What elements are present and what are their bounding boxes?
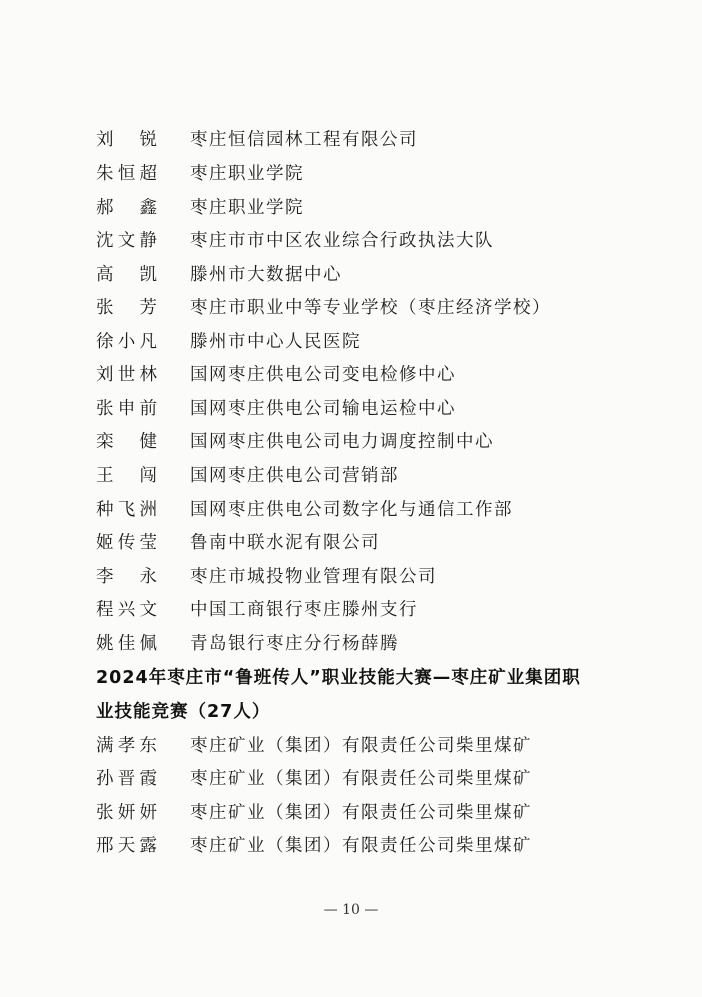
organization: 枣庄市市中区农业综合行政执法大队: [190, 231, 494, 251]
person-name: 高 凯: [96, 265, 158, 285]
organization: 国网枣庄供电公司电力调度控制中心: [190, 432, 494, 452]
list-item: [0, 191, 702, 225]
organization: 枣庄矿业（集团）有限责任公司柴里煤矿: [190, 769, 532, 789]
organization: 枣庄矿业（集团）有限责任公司柴里煤矿: [190, 736, 532, 756]
organization: 枣庄矿业（集团）有限责任公司柴里煤矿: [190, 836, 532, 856]
person-name: 姬传莹: [96, 533, 158, 553]
list-item: [0, 325, 702, 359]
list-item: [0, 493, 702, 527]
organization: 青岛银行枣庄分行杨薛腾: [190, 634, 399, 654]
organization: 枣庄市职业中等专业学校（枣庄经济学校）: [190, 298, 551, 318]
organization: 枣庄恒信园林工程有限公司: [190, 130, 418, 150]
list-item: [0, 392, 702, 426]
organization: 滕州市大数据中心: [190, 265, 342, 285]
list-item: [0, 560, 702, 594]
list-item: [0, 627, 702, 661]
person-name: 张申前: [96, 399, 158, 419]
list-item: [0, 291, 702, 325]
organization: 枣庄市城投物业管理有限公司: [190, 567, 437, 587]
organization: 滕州市中心人民医院: [190, 332, 361, 352]
list-item: [0, 224, 702, 258]
organization: 国网枣庄供电公司变电检修中心: [190, 365, 456, 385]
list-item: [0, 157, 702, 191]
section-heading-line-2: 业技能竞赛（27人）: [96, 702, 271, 722]
list-item: [0, 829, 702, 863]
organization: 鲁南中联水泥有限公司: [190, 533, 380, 553]
person-name: 张妍妍: [96, 803, 158, 823]
list-item: [0, 459, 702, 493]
list-item: [0, 123, 702, 157]
list-item: [0, 762, 702, 796]
person-name: 栾 健: [96, 432, 158, 452]
person-name: 邢天露: [96, 836, 158, 856]
section-heading-line-1: 2024年枣庄市“鲁班传人”职业技能大赛—枣庄矿业集团职: [96, 668, 581, 688]
person-name: 孙晋霞: [96, 769, 158, 789]
organization: 国网枣庄供电公司营销部: [190, 466, 399, 486]
person-name: 姚佳佩: [96, 634, 158, 654]
organization: 枣庄职业学院: [190, 198, 304, 218]
person-name: 满孝东: [96, 736, 158, 756]
list-item: [0, 425, 702, 459]
person-name: 朱恒超: [96, 164, 158, 184]
person-name: 刘 锐: [96, 130, 158, 150]
person-name: 刘世林: [96, 365, 158, 385]
organization: 国网枣庄供电公司数字化与通信工作部: [190, 500, 513, 520]
organization: 枣庄矿业（集团）有限责任公司柴里煤矿: [190, 803, 532, 823]
person-name: 程兴文: [96, 600, 158, 620]
organization: 国网枣庄供电公司输电运检中心: [190, 399, 456, 419]
person-name: 郝 鑫: [96, 198, 158, 218]
person-name: 徐小凡: [96, 332, 158, 352]
person-name: 李 永: [96, 567, 158, 587]
page-number: — 10 —: [323, 902, 379, 918]
list-item: [0, 358, 702, 392]
organization: 枣庄职业学院: [190, 164, 304, 184]
list-item: [0, 258, 702, 292]
list-item: [0, 526, 702, 560]
list-item: [0, 796, 702, 830]
person-name: 张 芳: [96, 298, 158, 318]
person-name: 王 闯: [96, 466, 158, 486]
list-item: [0, 729, 702, 763]
person-name: 种飞洲: [96, 500, 158, 520]
organization: 中国工商银行枣庄滕州支行: [190, 600, 418, 620]
list-item: [0, 593, 702, 627]
person-name: 沈文静: [96, 231, 158, 251]
